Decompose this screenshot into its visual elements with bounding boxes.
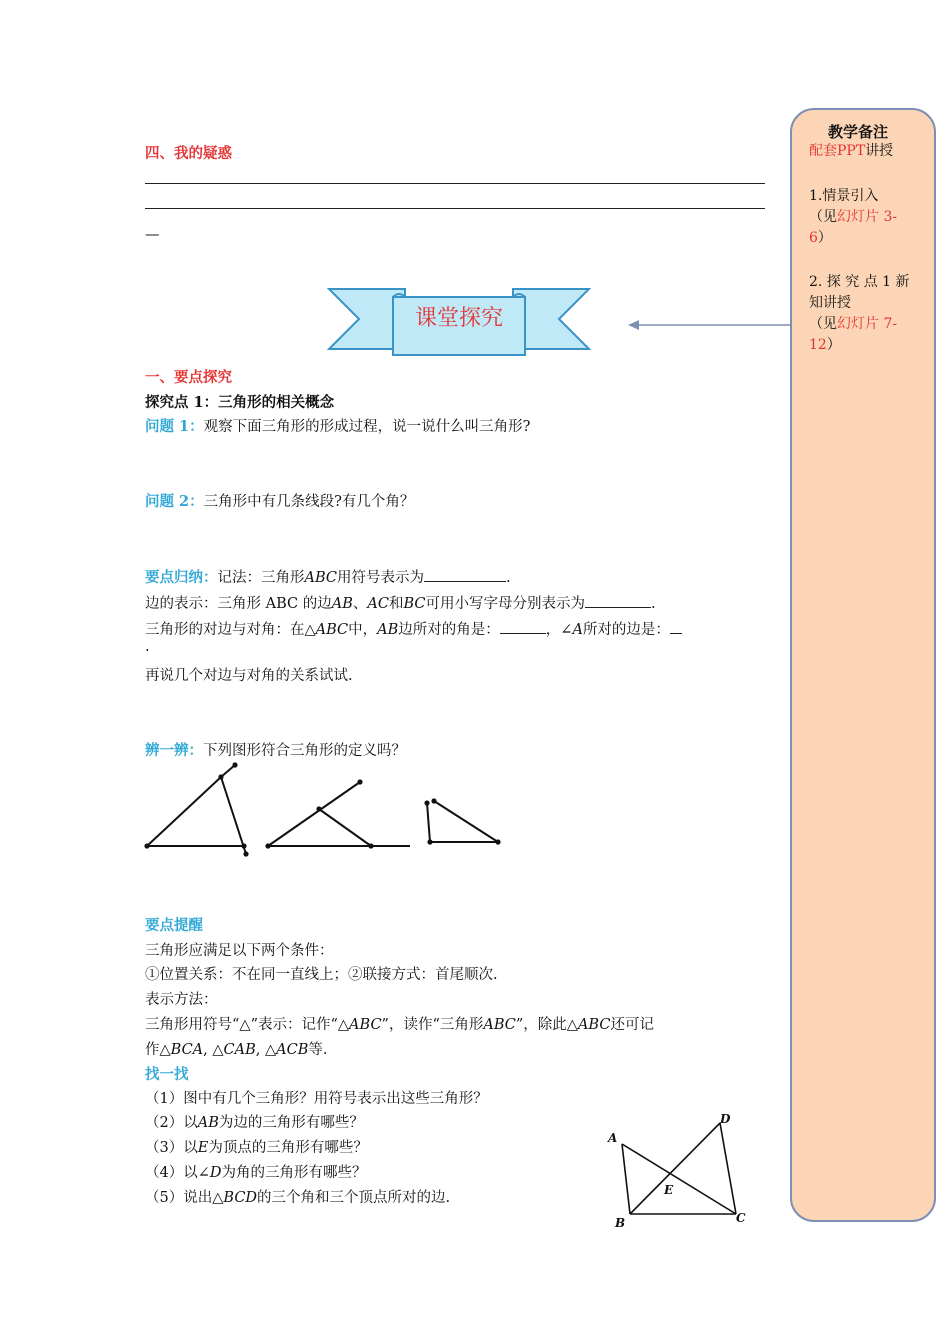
question-1-label: 问题 1： <box>145 418 204 435</box>
question-2: 问题 2：三角形中有几条线段?有几个角？ <box>145 493 415 510</box>
banner-title: 课堂探究 <box>414 306 503 331</box>
question-2-label: 问题 2： <box>145 493 204 510</box>
identify-label: 辨一辨： <box>145 742 203 759</box>
answer-line-2 <box>145 208 765 209</box>
reminder-line-2: ①位置关系：不在同一直线上；②联接方式：首尾顺次. <box>145 967 498 983</box>
label-A: A <box>608 1131 618 1145</box>
fig3-left <box>427 803 430 842</box>
sidebar-item-1-title: 1.情景引入 <box>809 188 879 204</box>
identify-figures <box>140 760 510 860</box>
find-question-3: （3）以E为顶点的三角形有哪些？ <box>145 1140 368 1156</box>
reminder-heading: 要点提醒 <box>145 917 203 934</box>
reminder-line-3: 表示方法： <box>145 992 218 1008</box>
summary-line-3: 三角形的对边与对角：在△ABC中，AB边所对的角是： ，∠A所对的边是： <box>145 619 682 639</box>
fig3-top <box>434 801 498 842</box>
sidebar-item-2-title-2: 知讲授 <box>809 295 851 311</box>
question-1: 问题 1：观察下面三角形的形成过程，说一说什么叫三角形? <box>145 418 531 435</box>
fill-blank[interactable] <box>670 619 682 634</box>
fig1-extension <box>221 765 235 777</box>
fig1-right-side <box>221 777 246 854</box>
segment-BD <box>630 1123 720 1214</box>
fill-blank[interactable] <box>500 619 546 634</box>
answer-line-1 <box>145 183 765 184</box>
label-E: E <box>664 1183 674 1197</box>
sidebar-item-2-ref-end: 12） <box>809 337 841 353</box>
label-C: C <box>736 1211 746 1225</box>
segment-DC <box>720 1123 736 1214</box>
sidebar-item-1-ref-end: 6） <box>809 230 832 246</box>
summary-line-1: 要点归纳：记法：三角形ABC用符号表示为 . <box>145 569 511 586</box>
identify-line: 辨一辨：下列图形符合三角形的定义吗？ <box>145 742 406 759</box>
find-heading: 找一找 <box>145 1066 189 1083</box>
find-question-2: （2）以AB为边的三角形有哪些？ <box>145 1115 364 1131</box>
label-B: B <box>615 1216 626 1230</box>
answer-line-dash: — <box>145 227 160 243</box>
sidebar-item-1-ref: （见幻灯片 3- <box>809 209 898 225</box>
summary-line-2: 边的表示：三角形 ABC 的边AB、AC和BC可用小写字母分别表示为 . <box>145 593 656 613</box>
fill-blank[interactable] <box>424 567 506 582</box>
find-question-4: （4）以∠D为角的三角形有哪些？ <box>145 1165 367 1181</box>
fig1-left-side <box>147 777 221 846</box>
section1-subheading: 探究点 1：三角形的相关概念 <box>145 394 335 411</box>
segment-AB <box>622 1144 630 1214</box>
summary-line-4: 再说几个对边与对角的关系试试. <box>145 668 353 684</box>
fill-blank[interactable] <box>585 593 651 608</box>
geometry-figure <box>600 1108 760 1234</box>
sidebar-title: 教学备注 <box>828 123 889 141</box>
sidebar-item-2-ref: （见幻灯片 7- <box>809 316 898 332</box>
segment-AC <box>622 1144 736 1214</box>
find-question-5: （5）说出△BCD的三个角和三个顶点所对的边. <box>145 1190 451 1206</box>
summary-line-3-end: . <box>145 639 150 655</box>
fig2-left-side <box>268 782 360 846</box>
section4-heading: 四、我的疑惑 <box>145 145 232 162</box>
section1-heading: 一、要点探究 <box>145 369 232 386</box>
sidebar-item-2-title: 2. 探 究 点 1 新 <box>809 274 910 290</box>
label-D: D <box>720 1112 731 1126</box>
fig2-right-side <box>319 809 371 846</box>
summary-label: 要点归纳： <box>145 569 218 586</box>
reminder-line-5: 作△BCA, △CAB, △ACB等. <box>145 1042 328 1058</box>
sidebar-ppt-line: 配套PPT讲授 <box>809 143 894 159</box>
reminder-line-1: 三角形应满足以下两个条件： <box>145 943 334 959</box>
arrow-left-icon <box>625 315 795 335</box>
reminder-line-4: 三角形用符号“△”表示：记作“△ABC”，读作“三角形ABC”，除此△ABC还可记 <box>145 1017 654 1033</box>
find-question-1: （1）图中有几个三角形？用符号表示出这些三角形？ <box>145 1091 488 1107</box>
